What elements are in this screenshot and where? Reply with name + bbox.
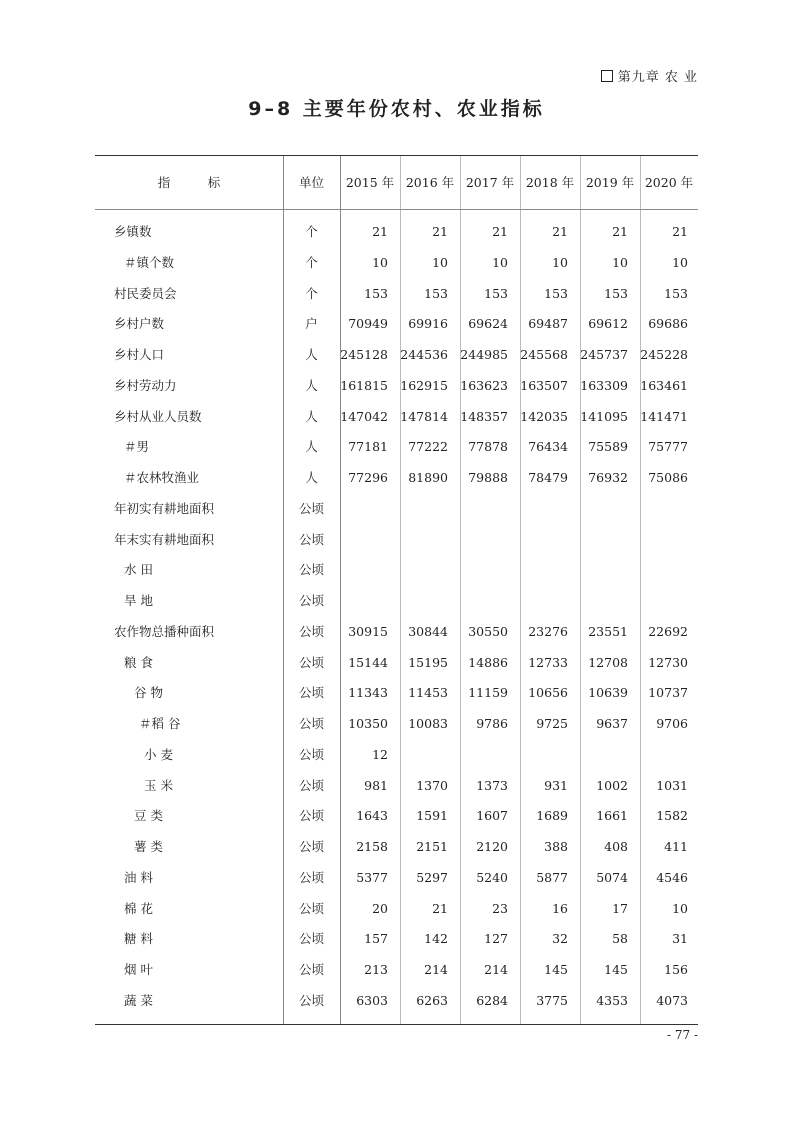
cell-value: 12733 [528, 654, 568, 670]
cell-value: 156 [664, 962, 688, 977]
row-unit: 公顷 [298, 531, 324, 547]
cell-value: 12708 [588, 654, 628, 670]
cell-value: 141095 [580, 408, 628, 424]
table-row [95, 617, 698, 648]
cell-value: 153 [484, 285, 508, 301]
row-label: 油 料 [124, 869, 153, 885]
cell-value: 10 [672, 254, 688, 270]
row-label: 乡村人口 [114, 347, 165, 362]
cell-value: 408 [604, 839, 628, 854]
cell-value: 10656 [528, 685, 568, 701]
cell-value [580, 586, 628, 617]
row-unit: 公顷 [298, 746, 324, 762]
cell-value: 81890 [408, 470, 448, 485]
cell-value [520, 555, 568, 586]
cell-value: 931 [544, 777, 568, 793]
row-label: 乡村从业人员数 [114, 408, 202, 424]
cell-value: 1689 [536, 808, 568, 824]
cell-value: 213 [364, 962, 388, 977]
cell-value: 76434 [528, 439, 568, 455]
page-number: - 77 - [666, 1028, 698, 1042]
cell-value: 127 [484, 931, 508, 947]
cell-value [520, 494, 568, 525]
cell-value [400, 555, 448, 586]
cell-value: 30844 [408, 623, 448, 639]
cell-value: 245228 [640, 347, 688, 362]
cell-value: 244536 [400, 347, 448, 362]
chapter-title: 第九章 农 业 [617, 70, 698, 85]
cell-value: 21 [372, 224, 388, 239]
table-row [95, 309, 698, 340]
cell-value: 10083 [408, 716, 448, 731]
cell-value: 153 [604, 285, 628, 301]
row-label: 薯 类 [134, 839, 163, 854]
cell-value: 145 [544, 962, 568, 977]
cell-value: 4353 [596, 992, 628, 1008]
cell-value [580, 740, 628, 771]
cell-value [580, 555, 628, 586]
cell-value: 9637 [596, 716, 628, 731]
row-label: ＃男 [124, 439, 150, 455]
cell-value: 5297 [416, 869, 448, 885]
cell-value: 1591 [416, 808, 448, 824]
table-row [95, 771, 698, 802]
row-label: 乡村户数 [114, 316, 165, 332]
cell-value: 69686 [648, 316, 688, 332]
cell-value: 153 [424, 285, 448, 301]
cell-value: 163309 [580, 377, 628, 393]
cell-value: 30915 [348, 623, 388, 639]
cell-value: 21 [552, 224, 568, 239]
row-unit: 公顷 [298, 593, 324, 608]
cell-value [460, 525, 508, 556]
table-row [95, 525, 698, 556]
cell-value [400, 525, 448, 556]
cell-value: 21 [432, 900, 448, 916]
cell-value [400, 740, 448, 771]
table-row [95, 894, 698, 925]
table-row [95, 832, 698, 863]
cell-value [460, 494, 508, 525]
indicator-table [95, 155, 698, 1025]
cell-value: 75777 [648, 439, 688, 455]
header-year: 2018 年 [525, 175, 575, 190]
page-title: 9–8 主要年份农村、农业指标 [248, 98, 545, 120]
row-label: 旱 地 [124, 593, 153, 608]
row-unit: 个 [305, 254, 318, 270]
table-row [95, 740, 698, 771]
cell-value: 157 [364, 931, 388, 947]
row-unit: 公顷 [298, 900, 324, 916]
row-unit: 公顷 [298, 808, 324, 824]
cell-value: 245568 [520, 347, 568, 362]
row-unit: 人 [305, 470, 318, 485]
table-row [95, 432, 698, 463]
table-row [95, 863, 698, 894]
cell-value: 22692 [648, 623, 688, 639]
cell-value: 214 [484, 962, 508, 977]
cell-value: 75086 [648, 470, 688, 485]
chapter-header [601, 66, 698, 85]
cell-value: 10639 [588, 685, 628, 701]
cell-value: 3775 [536, 992, 568, 1008]
cell-value: 58 [612, 931, 628, 947]
cell-value: 4073 [656, 992, 688, 1008]
cell-value: 11159 [468, 685, 508, 701]
row-unit: 人 [305, 408, 318, 424]
cell-value: 75589 [588, 439, 628, 455]
cell-value: 244985 [460, 347, 508, 362]
table-row [95, 924, 698, 955]
cell-value: 12730 [648, 654, 688, 670]
table-row [95, 986, 698, 1017]
cell-value: 23551 [588, 623, 628, 639]
cell-value: 1607 [476, 808, 508, 824]
cell-value: 69624 [468, 316, 508, 332]
cell-value: 153 [664, 285, 688, 301]
cell-value: 142035 [520, 408, 568, 424]
cell-value: 16 [552, 900, 568, 916]
cell-value: 11453 [408, 685, 448, 701]
cell-value: 153 [364, 285, 388, 301]
cell-value: 20 [372, 900, 388, 916]
table-row [95, 678, 698, 709]
cell-value: 2151 [416, 839, 448, 854]
cell-value [340, 525, 388, 556]
cell-value [520, 740, 568, 771]
header-year: 2015 年 [345, 175, 395, 190]
row-label: 年初实有耕地面积 [114, 500, 215, 516]
cell-value: 21 [432, 224, 448, 239]
cell-value: 77296 [348, 470, 388, 485]
row-unit: 公顷 [298, 685, 324, 701]
table-row [95, 801, 698, 832]
cell-value: 32 [552, 931, 568, 947]
cell-value: 10 [612, 254, 628, 270]
cell-value: 245128 [340, 347, 388, 362]
cell-value: 245737 [580, 347, 628, 362]
table-row [95, 555, 698, 586]
header-indicator: 指 标 [157, 175, 221, 190]
row-label: 农作物总播种面积 [114, 623, 215, 639]
row-unit: 公顷 [298, 839, 324, 854]
row-label: 乡镇数 [114, 224, 152, 239]
cell-value: 1643 [356, 808, 388, 824]
table-row [95, 586, 698, 617]
header-unit: 单位 [298, 175, 324, 190]
cell-value: 214 [424, 962, 448, 977]
cell-value: 15144 [348, 654, 388, 670]
row-unit: 公顷 [298, 992, 324, 1008]
row-unit: 公顷 [298, 500, 324, 516]
row-label: 烟 叶 [124, 962, 153, 977]
cell-value: 6303 [356, 992, 388, 1008]
row-label: ＃稻 谷 [139, 716, 181, 731]
row-unit: 公顷 [298, 562, 324, 578]
row-label: 乡村劳动力 [114, 377, 177, 393]
table-row [95, 494, 698, 525]
cell-value: 11343 [348, 685, 388, 701]
cell-value: 4546 [656, 869, 688, 885]
cell-value: 70949 [348, 316, 388, 332]
cell-value: 163623 [460, 377, 508, 393]
cell-value: 1002 [596, 777, 628, 793]
table-row [95, 248, 698, 279]
cell-value: 79888 [468, 470, 508, 485]
row-label: 豆 类 [134, 808, 163, 824]
cell-value: 145 [604, 962, 628, 977]
header-year: 2020 年 [644, 175, 694, 190]
table-row [95, 402, 698, 433]
row-label: 棉 花 [124, 900, 153, 916]
table-row [95, 709, 698, 740]
cell-value: 1373 [476, 777, 508, 793]
cell-value [460, 555, 508, 586]
cell-value: 147814 [400, 408, 448, 424]
cell-value: 10 [672, 900, 688, 916]
row-unit: 人 [305, 377, 318, 393]
cell-value: 5240 [476, 869, 508, 885]
cell-value: 1661 [596, 808, 628, 824]
cell-value [640, 586, 688, 617]
cell-value: 162915 [400, 377, 448, 393]
cell-value [640, 494, 688, 525]
cell-value: 30550 [468, 623, 508, 639]
cell-value: 142 [424, 931, 448, 947]
cell-value [460, 740, 508, 771]
row-unit: 人 [305, 439, 318, 455]
cell-value: 77222 [408, 439, 448, 455]
cell-value: 17 [612, 900, 628, 916]
cell-value [580, 525, 628, 556]
cell-value: 69487 [528, 316, 568, 332]
cell-value: 10 [432, 254, 448, 270]
cell-value: 10 [552, 254, 568, 270]
cell-value: 9786 [476, 716, 508, 731]
cell-value [400, 494, 448, 525]
cell-value: 981 [364, 777, 388, 793]
table-row [95, 340, 698, 371]
cell-value: 10 [492, 254, 508, 270]
cell-value: 163507 [520, 377, 568, 393]
cell-value: 148357 [460, 408, 508, 424]
cell-value: 1582 [656, 808, 688, 824]
cell-value: 5074 [596, 869, 628, 885]
table-row [95, 217, 698, 248]
table-header [95, 156, 698, 210]
cell-value: 76932 [588, 470, 628, 485]
row-unit: 公顷 [298, 654, 324, 670]
cell-value: 23276 [528, 623, 568, 639]
row-unit: 公顷 [298, 931, 324, 947]
cell-value: 147042 [340, 408, 388, 424]
row-unit: 个 [305, 224, 318, 239]
cell-value: 141471 [640, 408, 688, 424]
cell-value: 9725 [536, 716, 568, 731]
cell-value [640, 525, 688, 556]
row-label: 年末实有耕地面积 [114, 531, 215, 547]
row-label: ＃农林牧渔业 [124, 470, 200, 485]
table-row [95, 279, 698, 310]
row-label: 糖 料 [124, 931, 153, 947]
cell-value: 5877 [536, 869, 568, 885]
cell-value [340, 555, 388, 586]
table-row [95, 955, 698, 986]
row-label: 水 田 [124, 562, 153, 578]
cell-value: 77878 [468, 439, 508, 455]
row-label: 小 麦 [144, 746, 173, 762]
cell-value: 10350 [348, 716, 388, 731]
header-year: 2016 年 [405, 175, 455, 190]
cell-value: 161815 [340, 377, 388, 393]
cell-value: 12 [372, 746, 388, 762]
cell-value: 77181 [348, 439, 388, 455]
table-row [95, 463, 698, 494]
cell-value [580, 494, 628, 525]
cell-value [460, 586, 508, 617]
row-unit: 户 [305, 316, 318, 332]
cell-value: 6263 [416, 992, 448, 1008]
row-label: 蔬 菜 [124, 992, 153, 1008]
header-year: 2017 年 [465, 175, 515, 190]
row-unit: 公顷 [298, 777, 324, 793]
cell-value [640, 555, 688, 586]
row-label: 玉 米 [144, 777, 173, 793]
cell-value: 1370 [416, 777, 448, 793]
cell-value [520, 586, 568, 617]
row-unit: 人 [305, 347, 318, 362]
cell-value: 163461 [640, 377, 688, 393]
row-unit: 公顷 [298, 962, 324, 977]
cell-value: 5377 [356, 869, 388, 885]
cell-value: 10 [372, 254, 388, 270]
cell-value: 31 [672, 931, 688, 947]
row-label: 谷 物 [134, 685, 163, 701]
header-year: 2019 年 [585, 175, 635, 190]
cell-value: 14886 [468, 654, 508, 670]
cell-value [340, 494, 388, 525]
cell-value: 2158 [356, 839, 388, 854]
cell-value: 153 [544, 285, 568, 301]
cell-value: 411 [664, 839, 688, 854]
cell-value: 23 [492, 900, 508, 916]
table-row [95, 371, 698, 402]
square-icon [601, 70, 613, 82]
cell-value [400, 586, 448, 617]
cell-value: 78479 [528, 470, 568, 485]
cell-value: 9706 [656, 716, 688, 731]
row-label: 粮 食 [124, 654, 153, 670]
row-unit: 公顷 [298, 623, 324, 639]
cell-value: 69612 [588, 316, 628, 332]
cell-value [640, 740, 688, 771]
row-unit: 公顷 [298, 869, 324, 885]
row-label: ＃镇个数 [124, 254, 175, 270]
cell-value: 69916 [408, 316, 448, 332]
cell-value: 6284 [476, 992, 508, 1008]
cell-value: 10737 [648, 685, 688, 701]
row-unit: 个 [305, 285, 318, 301]
cell-value: 21 [672, 224, 688, 239]
cell-value: 21 [612, 224, 628, 239]
cell-value: 1031 [656, 777, 688, 793]
cell-value [340, 586, 388, 617]
row-label: 村民委员会 [114, 285, 177, 301]
cell-value [520, 525, 568, 556]
row-unit: 公顷 [298, 716, 324, 731]
table-body [95, 217, 698, 1017]
cell-value: 2120 [476, 839, 508, 854]
cell-value: 15195 [408, 654, 448, 670]
table-row [95, 648, 698, 679]
cell-value: 21 [492, 224, 508, 239]
cell-value: 388 [544, 839, 568, 854]
